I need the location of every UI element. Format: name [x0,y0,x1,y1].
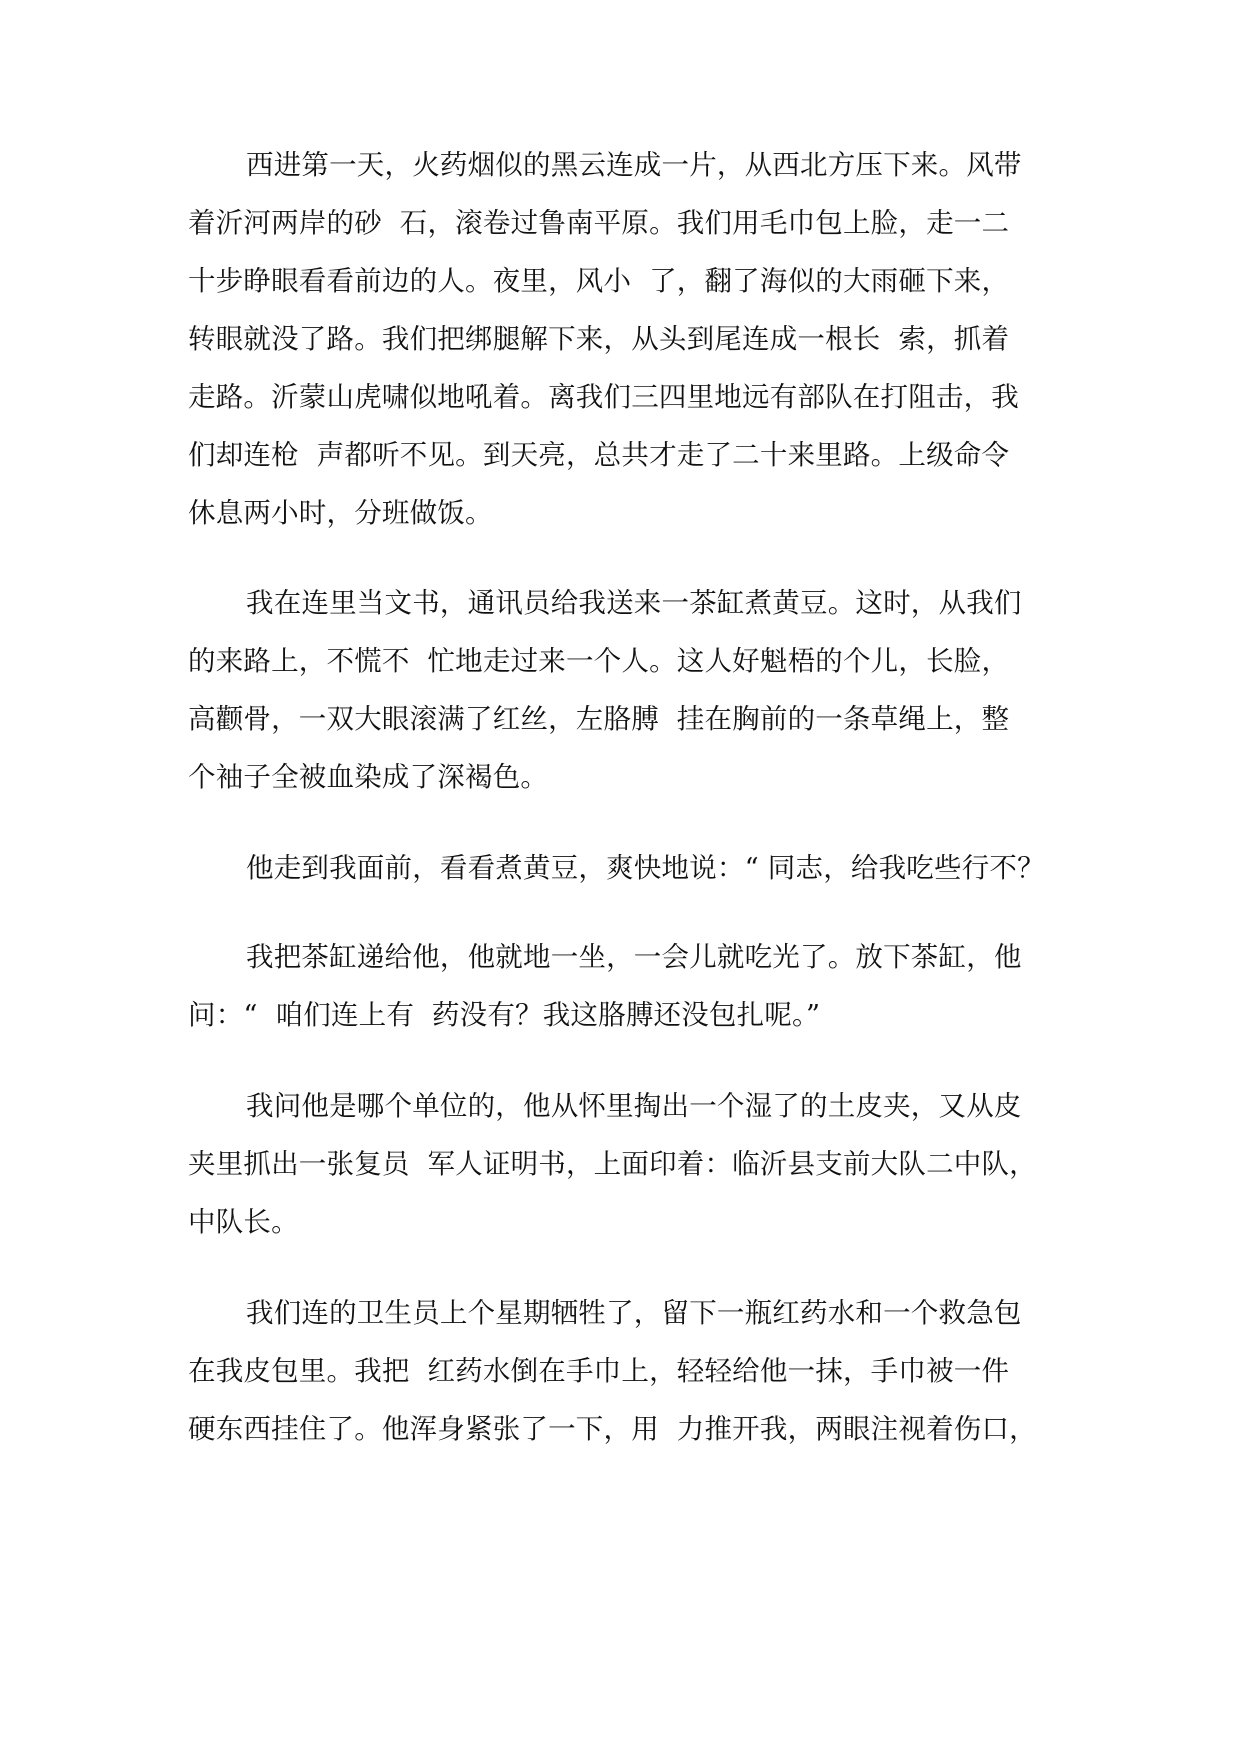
text-line: 西进第一天，火药烟似的黑云连成一片，从西北方压下来。风带 [246,149,1022,181]
text-line: 的来路上，不慌不 忙地走过来一个人。这人好魁梧的个儿，长脸， [188,645,1010,677]
text-line: 着沂河两岸的砂 石，滚卷过鲁南平原。我们用毛巾包上脸，走一二 [188,207,1010,239]
text-line: 走路。沂蒙山虎啸似地吼着。离我们三四里地远有部队在打阻击，我 [188,381,1019,413]
text-line: 我把茶缸递给他，他就地一坐，一会儿就吃光了。放下茶缸，他 [246,941,1022,973]
text-line: 十步睁眼看看前边的人。夜里，风小 了，翻了海似的大雨砸下来， [188,265,1010,297]
text-line: 我在连里当文书，通讯员给我送来一茶缸煮黄豆。这时，从我们 [246,587,1022,619]
text-line: 休息两小时，分班做饭。 [188,497,493,529]
text-line: 中队长。 [188,1206,299,1238]
text-line: 在我皮包里。我把 红药水倒在手巾上，轻轻给他一抹，手巾被一件 [188,1355,1010,1387]
text-line: 个袖子全被血染成了深褐色。 [188,761,549,793]
text-line: 高颧骨，一双大眼滚满了红丝，左胳膊 挂在胸前的一条草绳上，整 [188,703,1010,735]
text-line: 问：“ 咱们连上有 药没有？我这胳膊还没包扎呢。” [188,999,821,1031]
text-line: 我们连的卫生员上个星期牺牲了，留下一瓶红药水和一个救急包 [246,1297,1022,1329]
text-line: 我问他是哪个单位的，他从怀里掏出一个湿了的土皮夹，又从皮 [246,1090,1022,1122]
text-line: 转眼就没了路。我们把绑腿解下来，从头到尾连成一根长 索，抓着 [188,323,1010,355]
text-line: 们却连枪 声都听不见。到天亮，总共才走了二十来里路。上级命令 [188,439,1010,471]
text-line: 硬东西挂住了。他浑身紧张了一下，用 力推开我，两眼注视着伤口， [188,1413,1037,1445]
text-line: 夹里抓出一张复员 军人证明书，上面印着：临沂县支前大队二中队， [188,1148,1037,1180]
text-line: 他走到我面前，看看煮黄豆，爽快地说：“ 同志，给我吃些行不？ [246,852,1045,884]
